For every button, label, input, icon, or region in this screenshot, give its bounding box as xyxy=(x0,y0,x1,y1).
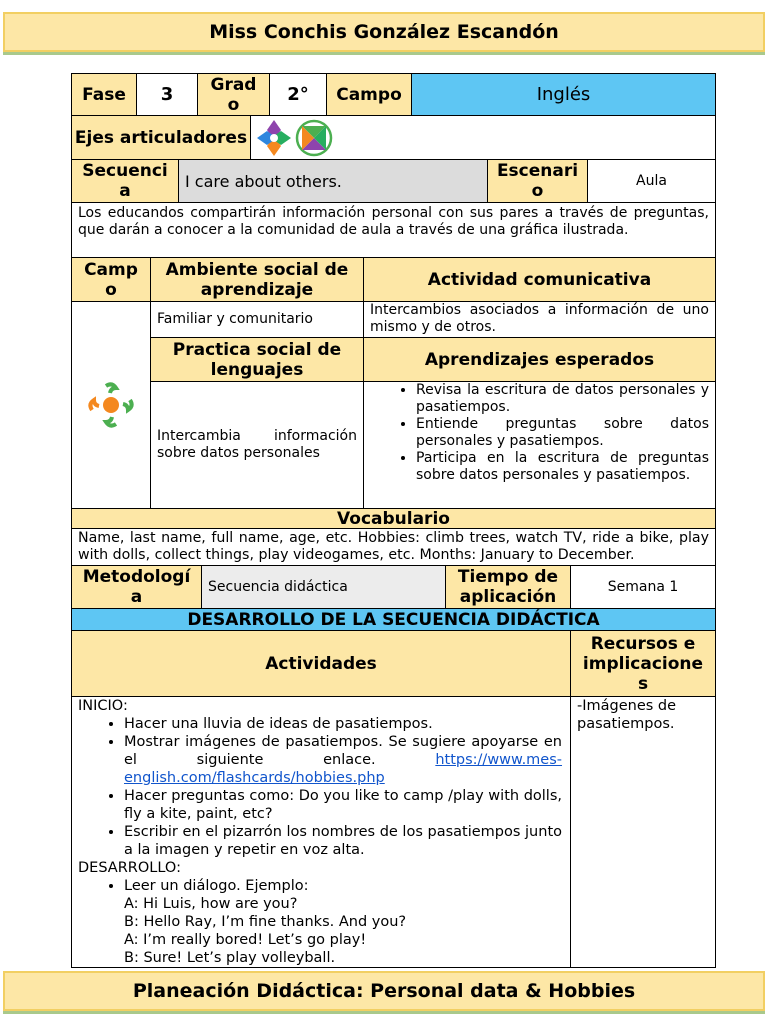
desarrollo-header: DESARROLLO DE LA SECUENCIA DIDÁCTICA xyxy=(71,608,716,631)
vocab-text: Name, last name, full name, age, etc. Hobbies: climb trees, watch TV, ride a bike, play with dolls, collect things, play videogames, etc. Months: January to December. xyxy=(71,528,716,566)
desarrollo-item: • Leer un diálogo. Ejemplo: xyxy=(124,877,562,895)
footer-banner xyxy=(3,971,765,1011)
tiempo-value: Semana 1 xyxy=(570,565,716,609)
inicio-item xyxy=(124,733,562,787)
desarrollo-list xyxy=(78,877,562,895)
inicio-item: • Hacer una lluvia de ideas de pasatiempos. xyxy=(124,715,562,733)
aprendizaje-item: • Participa en la escritura de preguntas sobre datos personales y pasatiempos. xyxy=(416,450,709,484)
inicio-label: INICIO: xyxy=(78,698,128,714)
recursos-text: -Imágenes de pasatiempos. xyxy=(577,698,677,732)
hobbies-flashcards-link[interactable]: https://www.mes-english.com/flashcards/hobbies.php xyxy=(124,752,563,786)
desarrollo-label: DESARROLLO: xyxy=(78,860,181,876)
actividades-header: Actividades xyxy=(71,630,571,697)
campo-value: Inglés xyxy=(411,73,716,116)
inclusion-icon xyxy=(257,120,291,156)
dialog-line: A: I’m really bored! Let’s go play! xyxy=(124,932,367,948)
metodologia-label: Metodologí a xyxy=(71,565,202,609)
inicio-item-text: Mostrar imágenes de pasatiempos. Se sugiere apoyarse en el siguiente enlace. xyxy=(124,734,562,768)
dialog-line: B: Hello Ray, I’m fine thanks. And you? xyxy=(124,914,407,930)
grado-value: 2° xyxy=(269,73,327,116)
secuencia-label: Secuenci a xyxy=(71,159,179,203)
tiempo-label: Tiempo de aplicación xyxy=(445,565,571,609)
actividades-content xyxy=(71,696,571,968)
recursos-content xyxy=(570,696,716,968)
sequence-description: Los educandos compartirán información personal con sus pares a través de preguntas, que darán a conocer a la comunidad de aula a través de una gráfica ilustrada. xyxy=(71,202,716,258)
dialog-line: A: Hi Luis, how are you? xyxy=(124,896,298,912)
aprendizajes-list-cell xyxy=(363,381,716,509)
vocab-header: Vocabulario xyxy=(71,508,716,529)
dialog-line: B: Sure! Let’s play volleyball. xyxy=(124,950,336,966)
ambiente-header: Ambiente social de aprendizaje xyxy=(150,257,364,302)
fase-value: 3 xyxy=(136,73,198,116)
interculturalidad-icon xyxy=(297,121,331,155)
practica-value xyxy=(150,381,364,509)
campo-label: Campo xyxy=(326,73,412,116)
secuencia-value: I care about others. xyxy=(178,159,488,203)
inicio-list xyxy=(78,715,562,859)
aprendizaje-item: • Revisa la escritura de datos personales y pasatiempos. xyxy=(416,382,709,416)
document-title: Planeación Didáctica: Personal data & Hobbies xyxy=(132,980,636,1002)
campo-header: Camp o xyxy=(71,257,151,302)
ejes-label: Ejes articuladores xyxy=(71,115,251,160)
escenario-label: Escenari o xyxy=(487,159,588,203)
ejes-icons xyxy=(250,115,716,160)
metodologia-value: Secuencia didáctica xyxy=(201,565,446,609)
aprendizajes-header: Aprendizajes esperados xyxy=(363,337,716,382)
fase-label: Fase xyxy=(71,73,137,116)
actividad-value: Intercambios asociados a información de uno mismo y de otros. xyxy=(363,301,716,338)
campo-icon-cell xyxy=(71,301,151,509)
actividad-header: Actividad comunicativa xyxy=(363,257,716,302)
practica-text: Intercambia información sobre datos personales xyxy=(157,428,357,461)
teacher-name: Miss Conchis González Escandón xyxy=(209,21,559,43)
dialog xyxy=(78,895,562,967)
lenguajes-icon xyxy=(86,380,136,430)
grado-label: Grad o xyxy=(197,73,270,116)
ejes-articuladores-icons xyxy=(255,118,335,158)
practica-header: Practica social de lenguajes xyxy=(150,337,364,382)
recursos-header: Recursos e implicacione s xyxy=(570,630,716,697)
aprendizajes-list xyxy=(364,382,709,484)
inicio-item: • Escribir en el pizarrón los nombres de los pasatiempos junto a la imagen y repetir en voz alta. xyxy=(124,823,562,859)
escenario-value: Aula xyxy=(587,159,716,203)
ambiente-value: Familiar y comunitario xyxy=(150,301,364,338)
header-banner xyxy=(3,12,765,52)
inicio-item: • Hacer preguntas como: Do you like to camp /play with dolls, fly a kite, paint, etc? xyxy=(124,787,562,823)
aprendizaje-item: • Entiende preguntas sobre datos personales y pasatiempos. xyxy=(416,416,709,450)
planning-document xyxy=(71,73,716,968)
